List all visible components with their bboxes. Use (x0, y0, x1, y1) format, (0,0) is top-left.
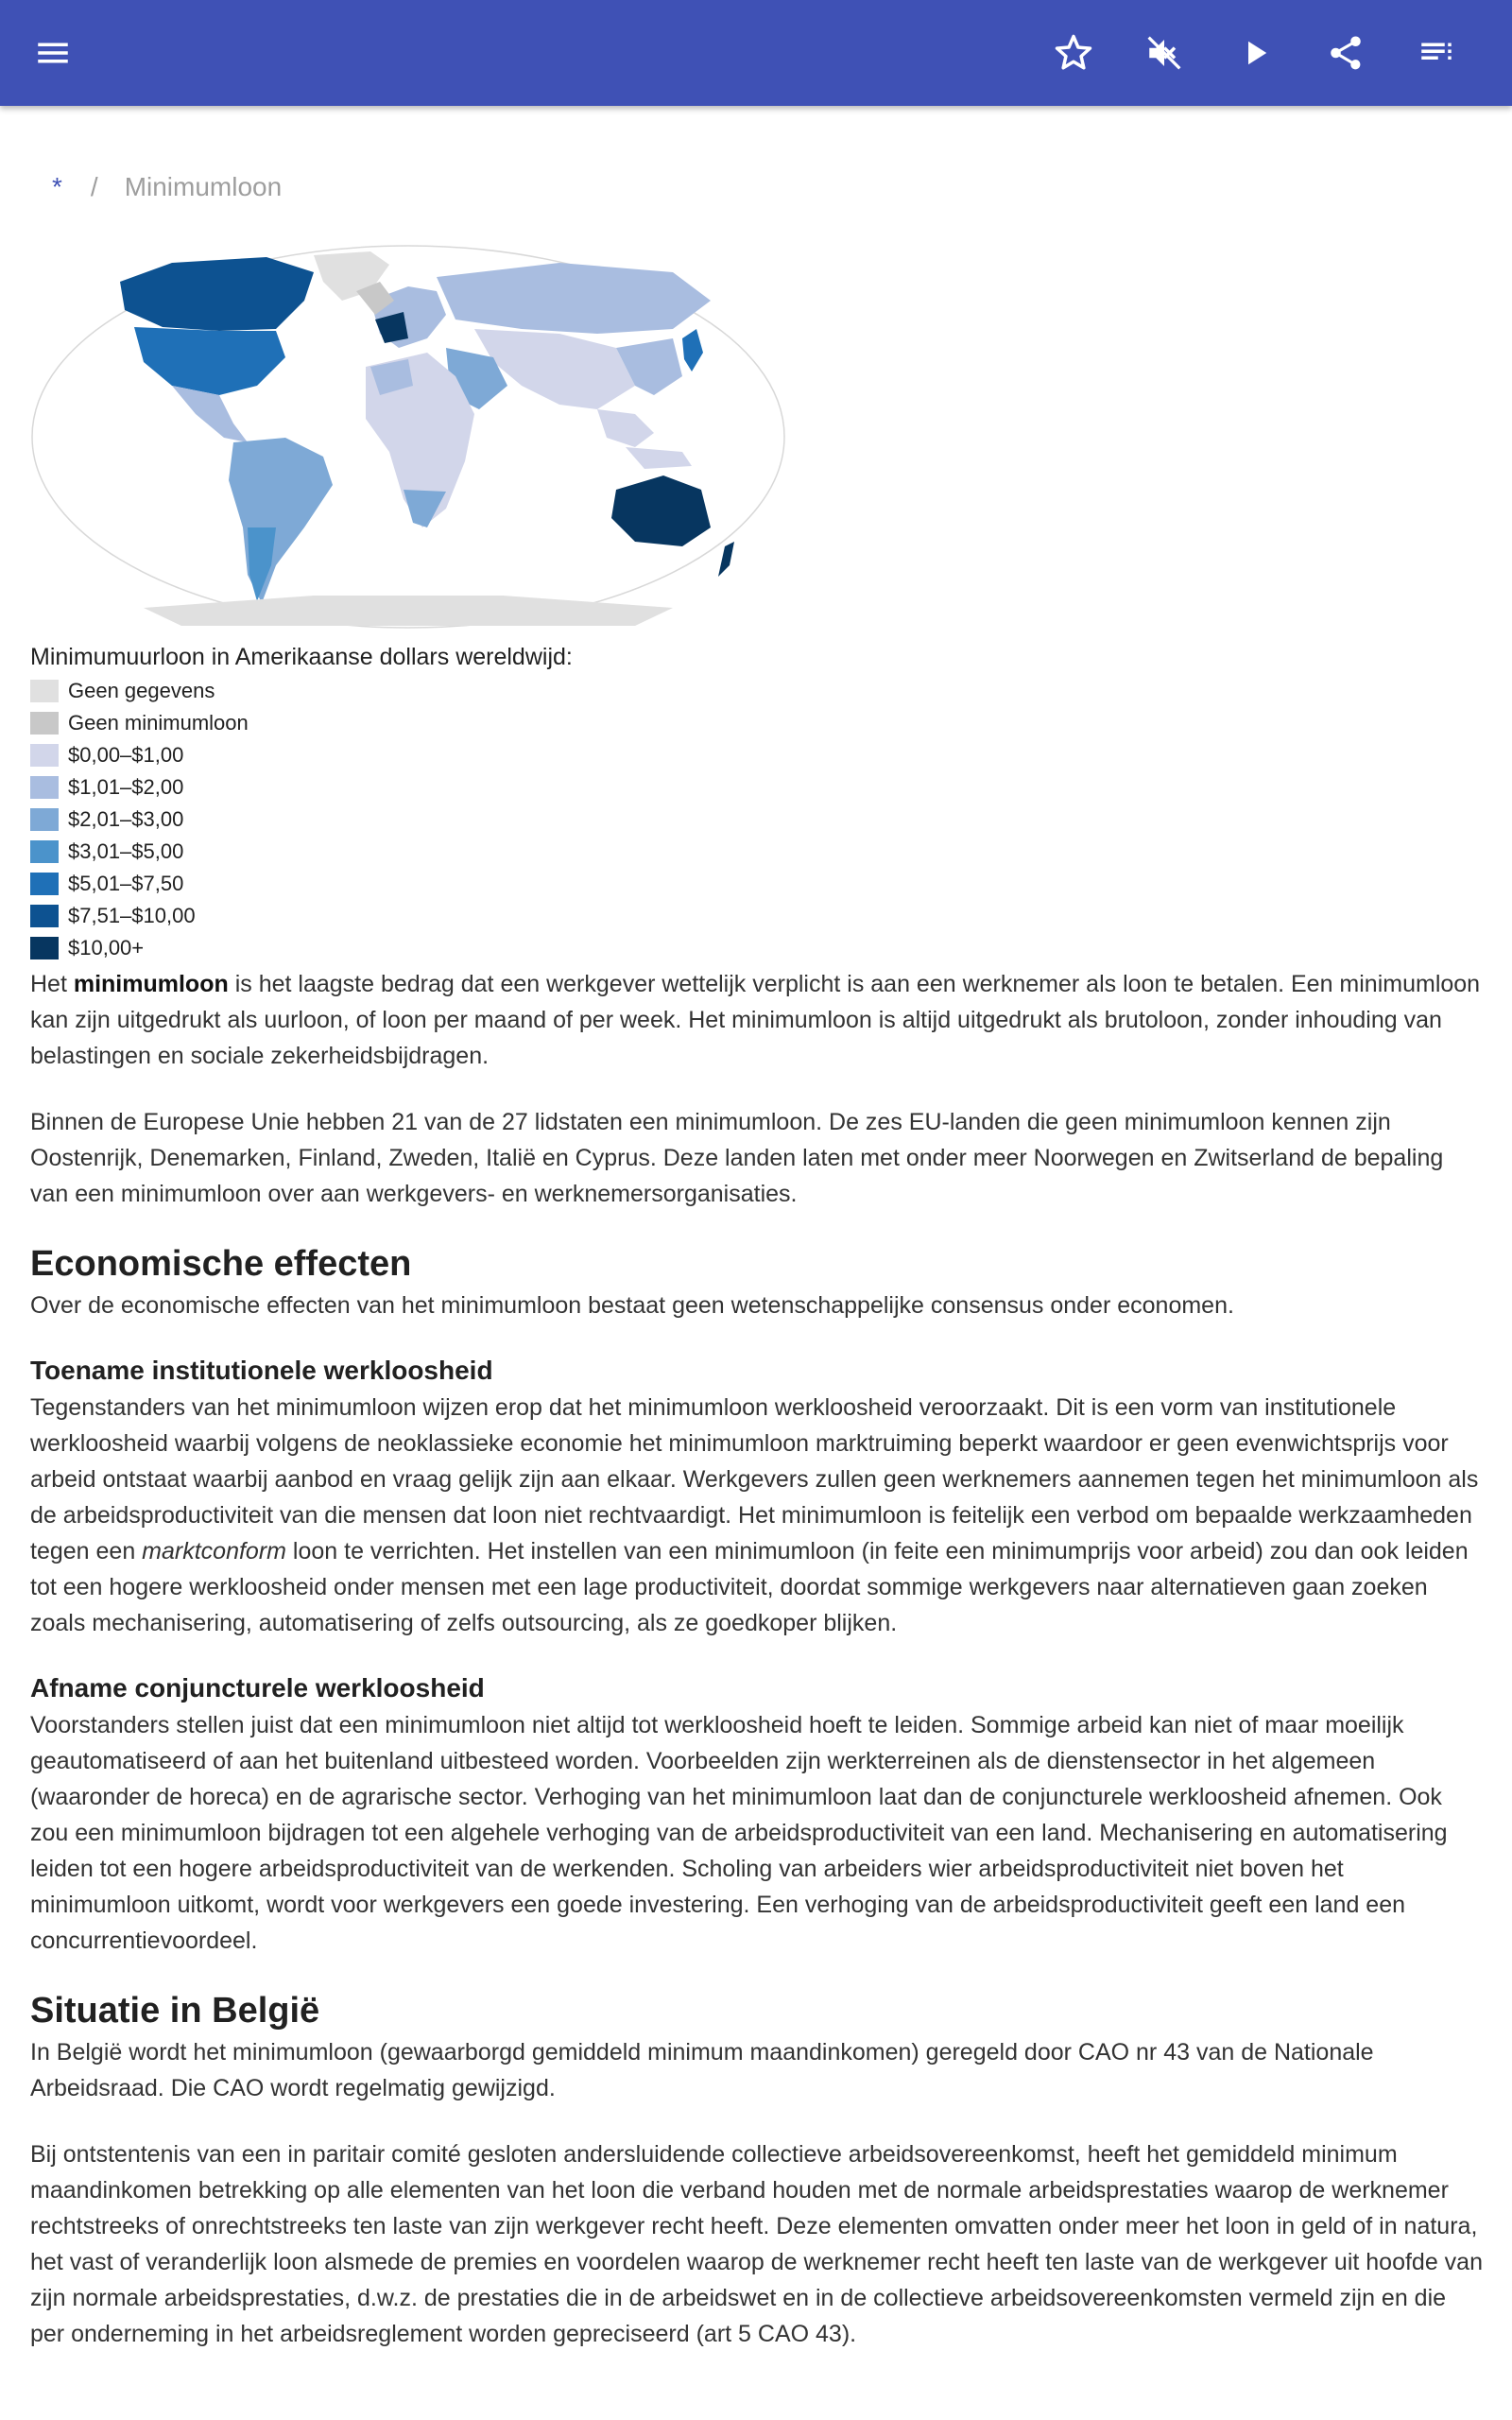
playlist-icon[interactable] (1406, 23, 1467, 83)
section-economische-effecten-text: Over de economische effecten van het minimumloon bestaat geen wetenschappelijke consensus onder economen. (30, 1292, 1234, 1319)
section-situatie-belgie-text: In België wordt het minimumloon (gewaarborgd gemiddeld minimum maandinkomen) geregeld door CAO nr 43 van de Nationale Arbeidsraad. Die CAO wordt regelmatig gewijzigd. (30, 2039, 1374, 2101)
legend-label: $0,00–$1,00 (68, 743, 184, 767)
legend-swatch (30, 776, 59, 799)
intro-prefix: Het (30, 971, 74, 997)
legend-item (30, 707, 1486, 739)
legend-swatch (30, 712, 59, 735)
intro-term: minimumloon (73, 971, 229, 997)
app-bar (0, 0, 1512, 106)
legend-swatch (30, 905, 59, 927)
subsection-afname-werkloosheid-text: Voorstanders stellen juist dat een minimumloon niet altijd tot werkloosheid hoeft te leiden. Sommige arbeid kan niet of maar moeilijk geautomatiseerd of aan het buitenland uitbesteed worden. Voorbeelden zijn werkterreinen als de dienstensector in het algemeen (waaronder de horeca) en de agrarische sector. Verhoging van het minimumloon laat dan de conjuncturele werkloosheid afnemen. Ook zou een minimumloon bijdragen tot een algehele verhoging van de arbeidsproductiviteit van een land. Mechanisering en automatisering leiden tot een hogere arbeidsproductiviteit van de werkenden. Scholing van arbeiders wier arbeidsproductiviteit niet boven het minimumloon uitkomt, wordt voor werkgevers een goede investering. Een verhoging van de arbeidsproductiviteit geeft een land een concurrentievoordeel. (30, 1712, 1448, 1954)
legend-label: Geen minimumloon (68, 711, 249, 735)
section-situatie-belgie-text-2: Bij ontstentenis van een in paritair comité gesloten andersluidende collectieve arbeidsovereenkomst, heeft het gemiddeld minimum maandinkomen betrekking op alle elementen van het loon die verband houden met de normale arbeidsprestaties waarop de werknemer rechtstreeks of onrechtstreeks ten laste van zijn werkgever recht heeft. Deze elementen omvatten onder meer het loon in geld of in natura, het vast of veranderlijk loon alsmede de premies en voordelen waarop de werknemer recht heeft ten laste van de werkgever uit hoofde van zijn normale arbeidsprestaties, d.w.z. de prestaties die in de arbeidswet en in de collectieve arbeidsovereenkomsten vermeld zijn en die per onderneming in het arbeidsreglement worden gepreciseerd (art 5 CAO 43). (30, 2141, 1483, 2347)
legend-label: $1,01–$2,00 (68, 775, 184, 799)
figure-caption: Minimumuurloon in Amerikaanse dollars wereldwijd: (30, 644, 573, 670)
legend-item (30, 739, 1486, 771)
article-content (30, 641, 1486, 2382)
sub1-text-a: Tegenstanders van het minimumloon wijzen erop dat het minimumloon werkloosheid veroorzaakt. Dit is een vorm van institutionele werkloosheid waarbij volgens de neoklassieke economie het minimumloon marktruiming beperkt waardoor er geen evenwichtsprijs voor arbeid ontstaat waarbij aanbod en vraag gelijk zijn aan elkaar. Werkgevers zullen geen werknemers aannemen tegen het minimumloon als de arbeidsproductiviteit van die mensen dat loon niet rechtvaardigt. Het minimumloon is feitelijk een verbod om bepaalde werkzaamheden tegen een (30, 1394, 1479, 1564)
legend-swatch (30, 744, 59, 767)
breadcrumb (52, 172, 282, 202)
map-legend (30, 675, 1486, 964)
legend-label: $5,01–$7,50 (68, 872, 184, 895)
legend-item (30, 900, 1486, 932)
world-minimum-wage-map[interactable] (30, 244, 786, 630)
legend-swatch (30, 808, 59, 831)
subsection-toename-werkloosheid-text (30, 1390, 1486, 1641)
share-icon[interactable] (1315, 23, 1376, 83)
star-icon[interactable] (1043, 23, 1104, 83)
legend-swatch (30, 840, 59, 863)
subsection-toename-werkloosheid: Toename institutionele werkloosheid (30, 1356, 493, 1385)
legend-swatch (30, 937, 59, 959)
legend-swatch (30, 873, 59, 895)
legend-item (30, 836, 1486, 868)
section-economische-effecten: Economische effecten (30, 1244, 412, 1284)
legend-label: $10,00+ (68, 936, 145, 959)
intro-paragraph (30, 966, 1486, 1074)
legend-label: Geen gegevens (68, 679, 215, 702)
section-situatie-belgie: Situatie in België (30, 1991, 320, 2031)
legend-item (30, 868, 1486, 900)
menu-icon[interactable] (23, 23, 83, 83)
sub1-text-italic: marktconform (142, 1538, 286, 1564)
legend-label: $3,01–$5,00 (68, 839, 184, 863)
legend-label: $2,01–$3,00 (68, 807, 184, 831)
play-icon[interactable] (1225, 23, 1285, 83)
legend-label: $7,51–$10,00 (68, 904, 196, 927)
subsection-afname-werkloosheid: Afname conjuncturele werkloosheid (30, 1673, 485, 1703)
legend-item (30, 675, 1486, 707)
eu-paragraph: Binnen de Europese Unie hebben 21 van de 27 lidstaten een minimumloon. De zes EU-landen die geen minimumloon kennen zijn Oostenrijk, Denemarken, Finland, Zweden, Italië en Cyprus. Deze landen laten met onder meer Noorwegen en Zwitserland de bepaling van een minimumloon over aan werkgevers- en werknemersorganisaties. (30, 1109, 1444, 1207)
legend-item (30, 804, 1486, 836)
breadcrumb-separator: / (90, 172, 98, 201)
legend-swatch (30, 680, 59, 702)
intro-text: is het laagste bedrag dat een werkgever wettelijk verplicht is aan een werknemer als loon te betalen. Een minimumloon kan zijn uitgedrukt als uurloon, of loon per maand of per week. Het minimumloon is altijd uitgedrukt als brutoloon, zonder inhouding van belastingen en sociale zekerheidsbijdragen. (30, 971, 1481, 1069)
breadcrumb-home[interactable]: * (52, 172, 62, 201)
breadcrumb-current: Minimumloon (124, 172, 283, 201)
legend-item (30, 932, 1486, 964)
sub1-text-b: loon te verrichten. Het instellen van een minimumloon (in feite een minimumprijs voor arbeid) zou dan ook leiden tot een hogere werkloosheid onder mensen met een lage productiviteit, doordat sommige werkgevers naar alternatieven gaan zoeken zoals mechanisering, automatisering of zelfs outsourcing, als ze goedkoper blijken. (30, 1538, 1469, 1636)
legend-item (30, 771, 1486, 804)
volume-off-icon[interactable] (1134, 23, 1194, 83)
